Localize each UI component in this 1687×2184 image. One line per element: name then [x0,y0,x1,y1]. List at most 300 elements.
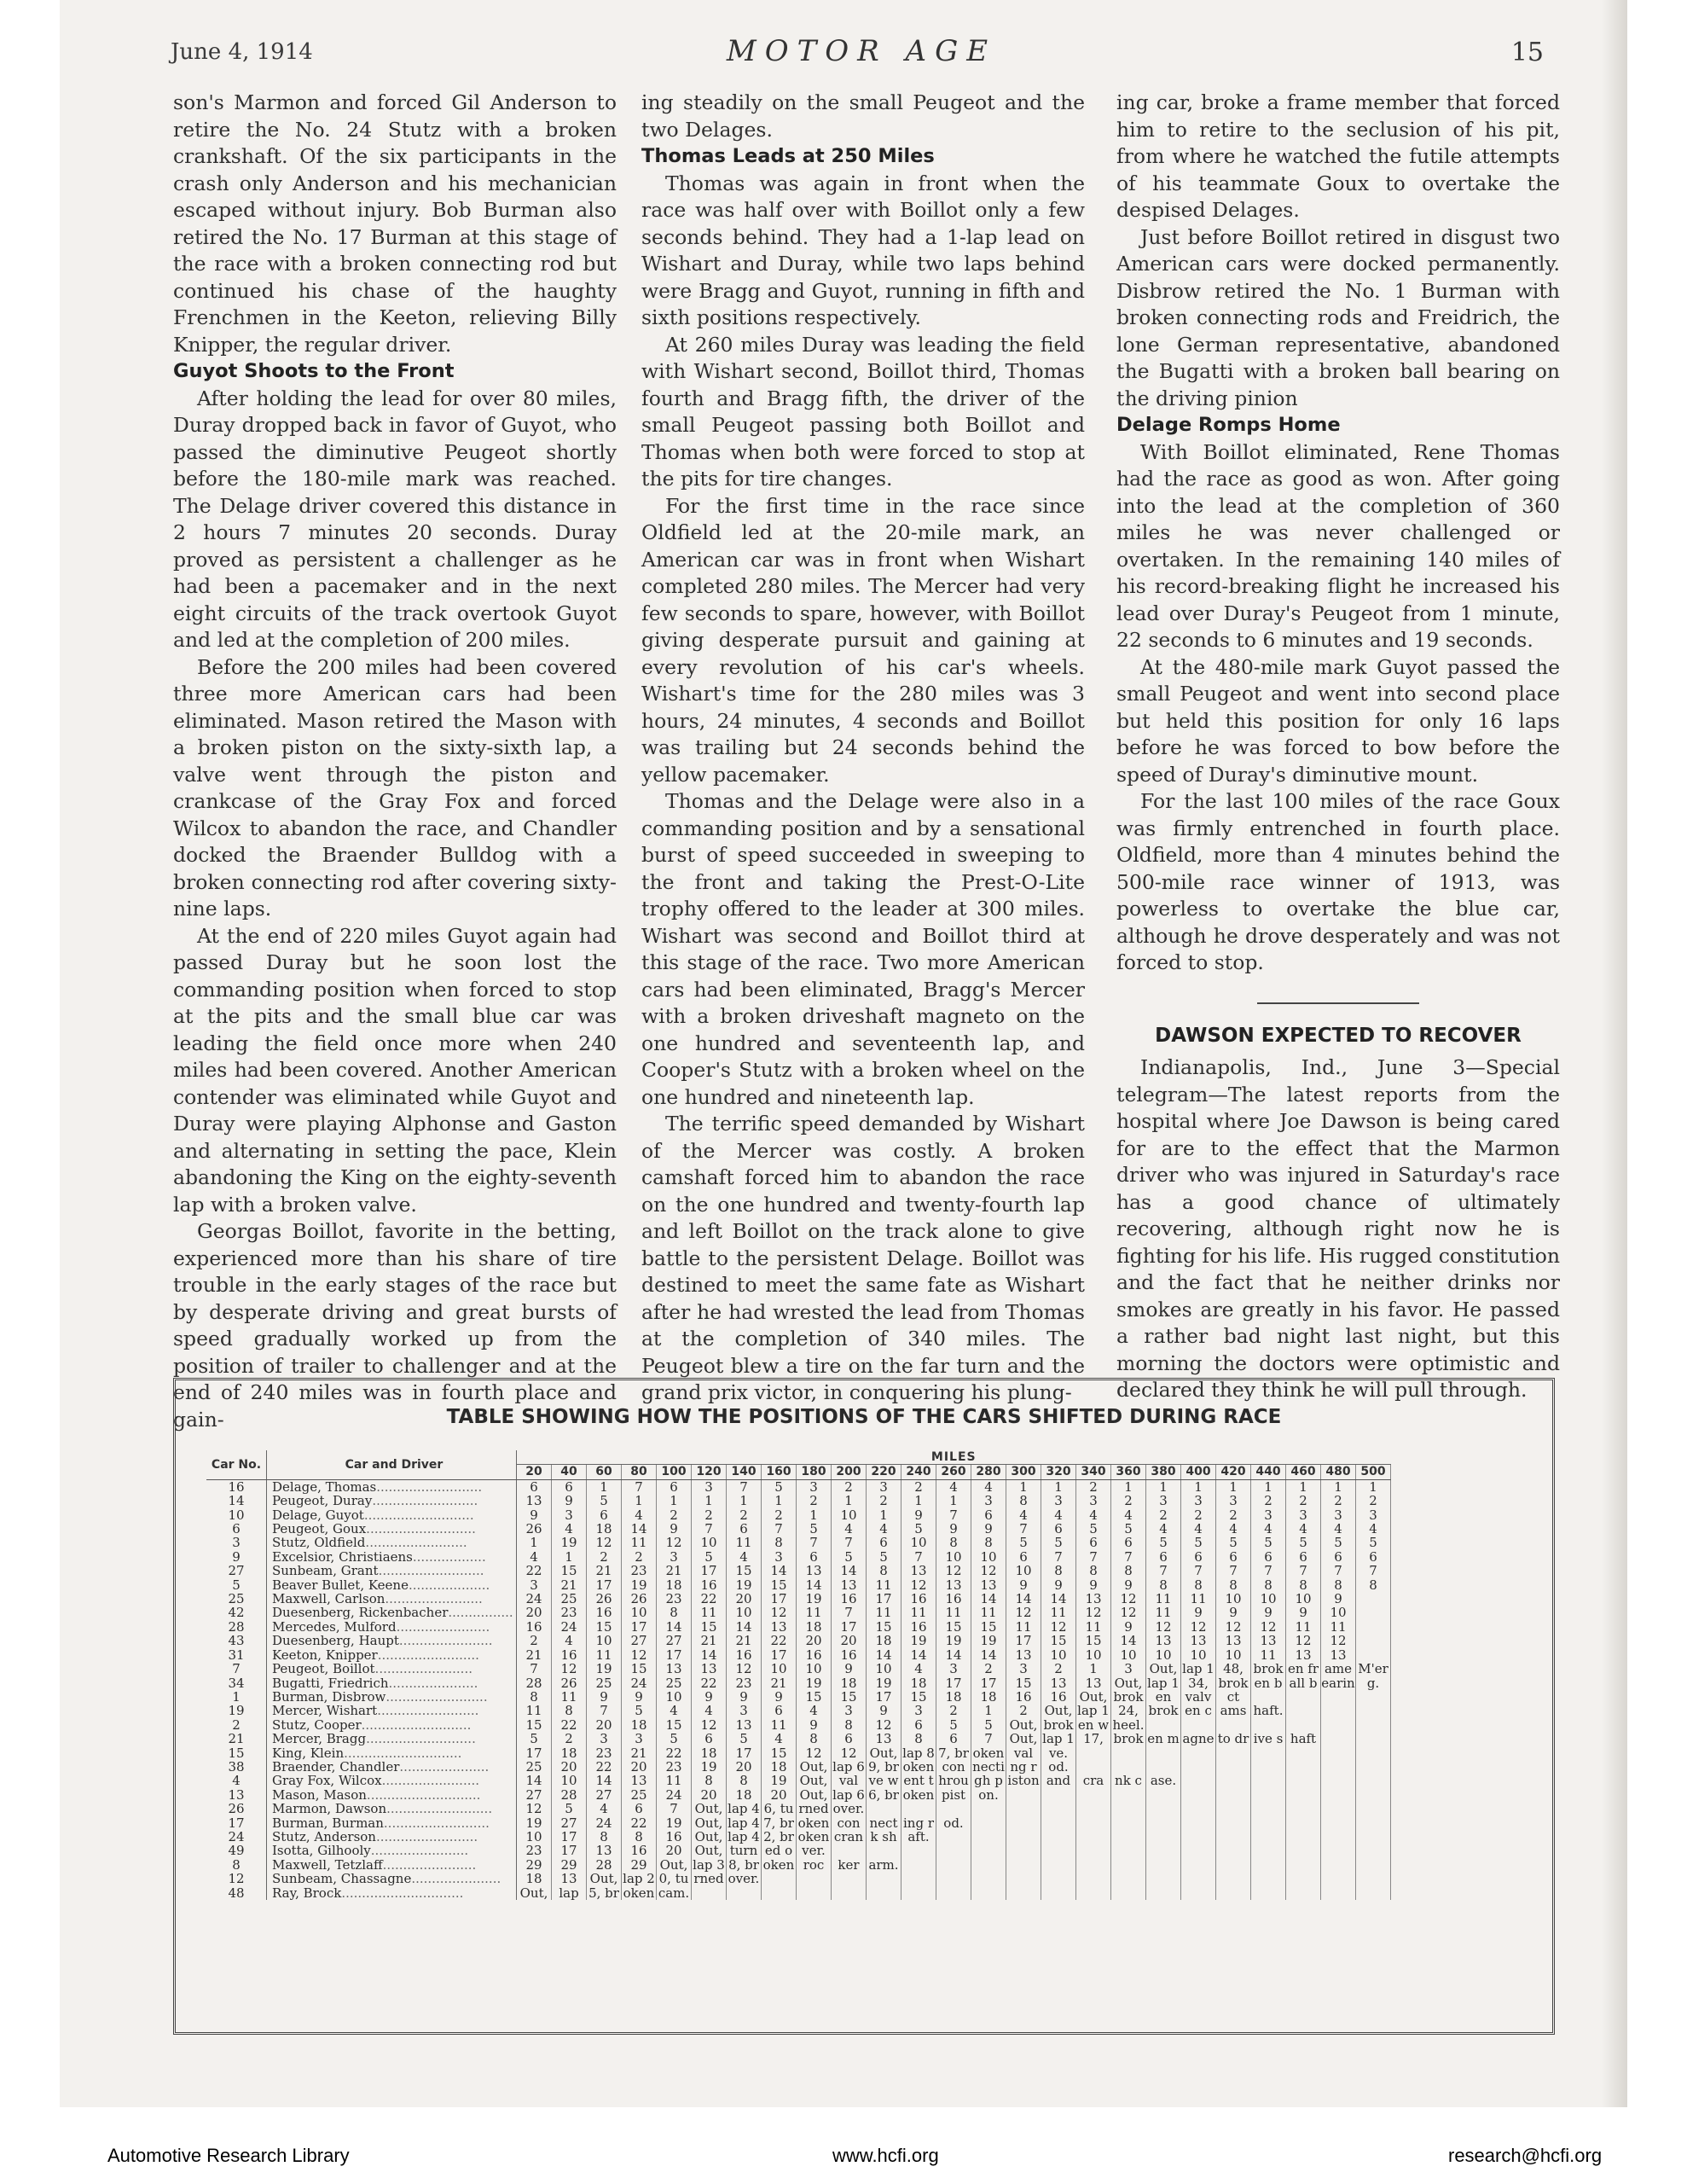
position-cell: 13 [797,1564,832,1577]
position-cell [1356,1872,1391,1885]
position-cell: 13 [1251,1634,1286,1647]
position-cell [1321,1802,1356,1815]
position-cell [1251,1858,1286,1872]
position-cell: 3 [867,1479,901,1494]
position-cell [1321,1788,1356,1802]
position-cell: 10 [622,1606,657,1619]
position-cell: 1 [1251,1479,1286,1494]
position-cell: haft [1286,1732,1321,1745]
position-cell: 14 [1006,1592,1041,1606]
position-cell: 20 [727,1592,762,1606]
position-cell: 20 [657,1844,692,1857]
position-cell: 5 [1146,1536,1181,1549]
position-cell: 21 [692,1634,727,1647]
position-cell: 2, br [762,1830,797,1844]
position-cell: Out, [797,1774,832,1787]
car-driver-text: Mercedes, Mulford [272,1619,397,1635]
position-cell: 20 [797,1634,832,1647]
position-cell: 29 [517,1858,552,1872]
position-cell [797,1872,832,1885]
position-cell: 7 [797,1536,832,1549]
position-cell: 2 [1006,1704,1041,1717]
position-cell: 12 [517,1802,552,1815]
position-cell: 13 [657,1662,692,1676]
position-cell: 19 [692,1760,727,1774]
position-cell: nk c [1111,1774,1146,1787]
car-number: 15 [206,1746,267,1760]
position-cell [1146,1872,1181,1885]
table-row [206,1788,1391,1802]
position-cell: 16 [727,1648,762,1662]
position-cell: val [1006,1746,1041,1760]
position-cell: 7 [901,1550,936,1564]
car-driver-text: Delage, Guyot [272,1507,364,1523]
position-cell: 2 [1076,1479,1111,1494]
miles-header-cell: 180 [797,1465,832,1479]
position-cell: 14 [727,1620,762,1634]
position-cell: 11 [1146,1592,1181,1606]
position-cell: 7 [692,1522,727,1536]
position-cell: 2 [971,1662,1006,1676]
table-row [206,1494,1391,1507]
position-cell: 27 [657,1634,692,1647]
car-driver-text: Delage, Thomas [272,1479,377,1495]
position-cell: 11 [867,1606,901,1619]
position-cell: 21 [587,1564,622,1577]
position-cell: brok [1146,1704,1181,1717]
position-cell: 14 [587,1774,622,1787]
position-cell: 5 [971,1718,1006,1732]
position-cell: 12 [657,1536,692,1549]
position-cell [832,1872,867,1885]
position-cell: 15 [901,1690,936,1704]
position-cell: 2 [622,1550,657,1564]
position-cell: earin [1321,1676,1355,1690]
position-cell: 14 [936,1648,971,1662]
table-row [206,1634,1391,1647]
position-cell: 3 [622,1732,657,1745]
position-cell: 11 [727,1536,762,1549]
position-cell: 8 [762,1536,797,1549]
position-cell [1181,1844,1216,1857]
position-cell: 5 [1041,1536,1076,1549]
position-cell: 4 [552,1634,587,1647]
position-cell: 3 [727,1704,762,1717]
position-cell [832,1844,867,1857]
position-cell: 12 [1041,1620,1076,1634]
car-driver-text: Peugeot, Duray [272,1494,373,1508]
leader-dots: .............................. [341,1885,464,1900]
position-cell: 3 [1251,1508,1286,1522]
position-cell: 12 [971,1564,1006,1577]
footer-url[interactable]: www.hcfi.org [832,2145,939,2166]
leader-dots: ...................... [411,1872,501,1886]
position-cell [1356,1830,1391,1844]
position-cell: 11 [1041,1606,1076,1619]
position-cell: 7, br [762,1816,797,1830]
position-cell: Out, [1111,1676,1146,1690]
position-cell: 1 [1286,1479,1321,1494]
leader-dots: .......................... [372,1494,478,1508]
position-cell [1181,1816,1216,1830]
position-cell: 21 [517,1648,552,1662]
position-cell: 27 [622,1634,657,1647]
position-cell [1216,1718,1251,1732]
position-cell [1356,1718,1391,1732]
position-cell: 2 [1356,1494,1391,1507]
miles-header-cell: 120 [692,1465,727,1479]
position-cell: 2 [1146,1508,1181,1522]
position-cell [1216,1872,1251,1885]
leader-dots: .......................... [378,1564,484,1578]
car-driver-text: Marmon, Dawson [272,1802,387,1816]
position-cell: 27 [517,1788,552,1802]
position-cell: 4 [1321,1522,1356,1536]
position-cell: rned [797,1802,832,1815]
position-cell [1286,1718,1321,1732]
leader-dots: ........................ [374,1662,472,1676]
position-cell: 1 [622,1494,657,1507]
position-cell: 25 [622,1788,657,1802]
car-driver [267,1802,517,1815]
car-driver-text: Isotta, Gilhooly [272,1844,371,1858]
position-cell: 19 [552,1536,587,1549]
position-cell [1286,1704,1321,1717]
position-cell: 22 [517,1564,552,1577]
miles-header-cell: 380 [1146,1465,1181,1479]
position-cell: 8 [622,1830,657,1844]
position-cell: 22 [692,1592,727,1606]
position-cell: 13 [1006,1648,1041,1662]
car-number: 6 [206,1522,267,1536]
position-cell: 21 [762,1676,797,1690]
position-cell: 4 [1181,1522,1216,1536]
position-cell [1146,1844,1181,1857]
position-cell: 14 [971,1592,1006,1606]
position-cell: nect [867,1816,901,1830]
position-cell: 10 [1146,1648,1181,1662]
position-cell: 11 [762,1718,797,1732]
position-cell: 6 [971,1508,1006,1522]
table-row [206,1830,1391,1844]
position-cell: 15 [971,1620,1006,1634]
position-cell: 11 [1321,1620,1356,1634]
position-cell [936,1858,971,1872]
table-row [206,1858,1391,1872]
position-cell: 4 [692,1704,727,1717]
table-row [206,1648,1391,1662]
position-cell [1286,1830,1321,1844]
position-cell: 3 [832,1704,867,1717]
car-driver [267,1830,517,1844]
position-cell: 11 [552,1690,587,1704]
position-cell: lap 1 [1077,1704,1110,1718]
position-cell [936,1802,971,1815]
position-cell [1251,1774,1286,1787]
position-cell: 1 [901,1494,936,1507]
leader-dots: ................ [448,1606,513,1620]
position-cell: 2 [657,1508,692,1522]
position-cell: ker [832,1858,867,1872]
leader-dots: .......................... [383,1815,490,1830]
position-cell: 6 [1111,1536,1146,1549]
position-cell: 4 [1006,1508,1041,1522]
position-cell: cran [832,1830,867,1844]
position-cell: 10 [552,1774,587,1787]
position-cell: 4 [1076,1508,1111,1522]
position-cell: Out, [1006,1718,1041,1732]
table-row [206,1620,1391,1634]
paragraph: Thomas was again in front when the race was half over with Boillot only a few seconds behind. They had a 1-lap lead on Wishart and Duray, while two laps behind were Bragg and Guyot, running in fifth and sixth positions respectively. [641,171,1085,329]
position-cell: 16 [1041,1690,1076,1704]
table-row [206,1662,1391,1676]
car-number: 49 [206,1844,267,1857]
position-cell [1181,1788,1216,1802]
position-cell [1356,1886,1391,1900]
car-number: 4 [206,1774,267,1787]
position-cell: 8, br [727,1858,762,1872]
position-cell [1356,1788,1391,1802]
position-cell: 10 [1216,1648,1251,1662]
position-cell: 24 [657,1788,692,1802]
leader-dots: ........................... [361,1717,472,1733]
position-cell: on. [971,1788,1006,1802]
position-cell [1251,1816,1286,1830]
paragraph: At 260 miles Duray was leading the field with Wishart second, Boillot third, Thomas fourth and Bragg fifth, the driver of the small Peugeot passing both Boillot and Thomas when both were forced to stop at the pits for tire changes. [641,332,1085,491]
position-cell: 24 [552,1620,587,1634]
car-driver-text: Stutz, Cooper [272,1717,362,1733]
position-cell: 9 [832,1662,867,1676]
position-cell: 5 [1251,1536,1286,1549]
position-cell: Out, [1041,1704,1076,1717]
position-cell: 6 [1006,1550,1041,1564]
position-cell: 10 [692,1536,727,1549]
position-cell: 14 [762,1564,797,1577]
position-cell: 6, tu [762,1802,797,1815]
position-cell [1111,1746,1146,1760]
position-cell: 6, br [867,1788,901,1802]
paragraph: son's Marmon and forced Gil Anderson to retire the No. 24 Stutz with a broken crankshaft. Of the six participants in the crash only Anderson and his mechanician escaped without injury. Bob Burman also retired the No. 17 Burman at this stage of the race with a broken connecting rod but continued his chase of the haughty Frenchmen in the Keeton, relieving Billy Knipper, the regular driver. [173,90,617,357]
position-cell: 2 [727,1508,762,1522]
miles-header-cell: 40 [552,1465,587,1479]
position-cell: 14 [622,1522,657,1536]
position-cell [1111,1760,1146,1774]
position-cell: 5 [657,1732,692,1745]
position-cell: 1 [797,1508,832,1522]
position-cell: ase. [1146,1774,1181,1787]
position-cell [971,1802,1006,1815]
car-number: 27 [206,1564,267,1577]
car-number: 8 [206,1858,267,1872]
position-cell: 12 [727,1662,762,1676]
position-cell: lap 6 [832,1787,865,1803]
miles-header-cell: 440 [1251,1465,1286,1479]
table-row [206,1578,1391,1592]
position-cell: 25 [552,1592,587,1606]
position-cell: pist [936,1788,971,1802]
position-cell [1356,1592,1391,1606]
position-cell [1321,1816,1356,1830]
position-cell [727,1886,762,1900]
position-cell [1321,1732,1356,1745]
position-cell: 13 [832,1578,867,1592]
position-cell: oken [622,1886,657,1900]
position-cell: 13 [727,1718,762,1732]
position-cell: over. [727,1872,762,1885]
table-row [206,1760,1391,1774]
position-cell: 21 [622,1746,657,1760]
position-cell: 14 [901,1648,936,1662]
position-cell [1216,1774,1251,1787]
position-cell [1076,1788,1111,1802]
paragraph: The terrific speed demanded by Wishart of the Mercer was costly. A broken camshaft forced him to abandon the race on the one hundred and twenty-fourth lap and left Boillot on the track alone to give battle to the persistent Delage. Boillot was destined to meet the same fate as Wishart after he had wrested the lead from Thomas at the completion of 340 miles. The Peugeot blew a tire on the far turn and the grand prix victor, in conquering his plung- [641,1112,1085,1404]
position-cell: 13 [1076,1592,1111,1606]
position-cell: 14 [1111,1634,1146,1647]
paragraph: ing steadily on the small Peugeot and the two Delages. [641,90,1085,142]
position-cell: Out, [587,1872,622,1885]
position-cell [1356,1648,1391,1662]
position-cell: 12 [1286,1634,1321,1647]
car-driver-text: Mason, Mason [272,1787,367,1803]
position-cell: 11 [867,1578,901,1592]
position-cell: 3 [692,1479,727,1494]
position-cell: oken [901,1788,936,1802]
position-cell: 1 [587,1479,622,1494]
position-cell: brok [1216,1676,1251,1690]
position-cell: 3 [1181,1494,1216,1507]
position-cell: oken [762,1858,797,1872]
position-cell [936,1830,971,1844]
position-cell: 13 [1041,1676,1076,1690]
position-cell: 3 [901,1704,936,1717]
position-cell [1286,1844,1321,1857]
position-cell: 11 [622,1536,657,1549]
position-cell [936,1872,971,1885]
leader-dots: ........................... [366,1732,476,1746]
position-cell: 11 [1076,1620,1111,1634]
position-cell [1041,1802,1076,1815]
position-cell: ver. [797,1844,832,1857]
position-cell: 8 [971,1536,1006,1549]
position-cell: 9 [1111,1620,1146,1634]
position-cell [936,1886,971,1900]
position-cell: 8 [1216,1578,1251,1592]
car-driver-text: Excelsior, Christiaens [272,1549,413,1565]
car-number: 1 [206,1690,267,1704]
position-cell: 15 [622,1662,657,1676]
position-cell: 10 [1181,1648,1216,1662]
position-cell: oken [971,1746,1006,1760]
position-cell: lap 1 [1042,1732,1075,1746]
position-cell [1251,1760,1286,1774]
position-cell: 14 [517,1774,552,1787]
position-cell: od. [936,1816,971,1830]
position-cell: 11 [1006,1620,1041,1634]
position-cell [1146,1746,1181,1760]
position-cell: over. [832,1802,867,1815]
position-cell: 9 [517,1508,552,1522]
position-cell: 20 [517,1606,552,1619]
leader-dots: ........................ [370,1844,469,1858]
divider [1257,1002,1419,1004]
position-cell [867,1872,901,1885]
car-driver [267,1886,517,1900]
position-cell: 19 [971,1634,1006,1647]
position-cell: 1 [1146,1479,1181,1494]
position-cell [1321,1690,1356,1704]
position-cell: 11 [797,1606,832,1619]
table-row [206,1676,1391,1690]
position-cell: 2 [867,1494,901,1507]
position-cell: 12 [867,1718,901,1732]
position-cell: 20 [762,1788,797,1802]
miles-header-cell: 260 [936,1465,971,1479]
position-cell [901,1886,936,1900]
car-driver-text: Beaver Bullet, Keene [272,1577,409,1593]
position-cell: 1 [1181,1479,1216,1494]
position-cell: 10 [936,1550,971,1564]
footer-email[interactable]: research@hcfi.org [1448,2145,1603,2166]
car-driver-text: Duesenberg, Haupt [272,1634,399,1648]
position-cell: 4 [1146,1522,1181,1536]
position-cell: 10 [1286,1592,1321,1606]
position-cell [1146,1760,1181,1774]
car-driver-text: Sunbeam, Chassagne [272,1872,412,1886]
position-cell: 16 [517,1620,552,1634]
position-cell: 9, br [867,1760,901,1774]
position-cell: 11 [587,1648,622,1662]
position-cell: 14 [1041,1592,1076,1606]
position-cell: 6 [797,1550,832,1564]
position-cell: cam. [657,1886,692,1900]
table-title: TABLE SHOWING HOW THE POSITIONS OF THE CARS SHIFTED DURING RACE [446,1406,1282,1428]
position-cell: lap 4 [728,1829,760,1844]
position-cell: 28 [587,1858,622,1872]
miles-header-cell: 200 [832,1465,867,1479]
position-cell: ams [1216,1704,1251,1717]
position-cell: haft. [1251,1704,1286,1717]
position-cell [971,1858,1006,1872]
position-cell: 9 [552,1494,587,1507]
car-driver-text: Peugeot, Boillot [272,1662,375,1676]
position-cell [1216,1858,1251,1872]
position-cell [1181,1774,1216,1787]
position-cell: 12 [901,1578,936,1592]
article-headline: DAWSON EXPECTED TO RECOVER [1155,1024,1522,1047]
position-cell: 6 [1286,1550,1321,1564]
position-cell: 6 [692,1732,727,1745]
position-cell: 16 [832,1648,867,1662]
position-cell [1216,1788,1251,1802]
position-cell: 5 [901,1522,936,1536]
position-cell: oken [797,1816,832,1830]
position-cell: 10 [657,1690,692,1704]
position-cell: 3 [1146,1494,1181,1507]
position-cell: 17 [552,1844,587,1857]
paragraph: For the first time in the race since Oldfield led at the 20-mile mark, an American car was in front when Wishart completed 280 miles. The Mercer had very few seconds to spare, however, with Boillot giving desperate pursuit and gaining at every revolution of his car's wheels. Wishart's time for the 280 miles was 3 hours, 24 minutes, 4 seconds and Boillot was trailing but 24 seconds behind the yellow pacemaker. [641,493,1085,787]
position-cell: Out, [692,1844,727,1857]
position-cell: cra [1076,1774,1111,1787]
position-cell: 3 [971,1494,1006,1507]
position-cell [1181,1886,1216,1900]
position-cell [1181,1858,1216,1872]
car-driver-text: Ray, Brock [272,1885,342,1900]
position-cell: 4 [517,1550,552,1564]
position-cell [1321,1746,1356,1760]
leader-dots: ........................... [366,1522,476,1536]
position-cell: 22 [552,1718,587,1732]
table-row [206,1592,1391,1606]
